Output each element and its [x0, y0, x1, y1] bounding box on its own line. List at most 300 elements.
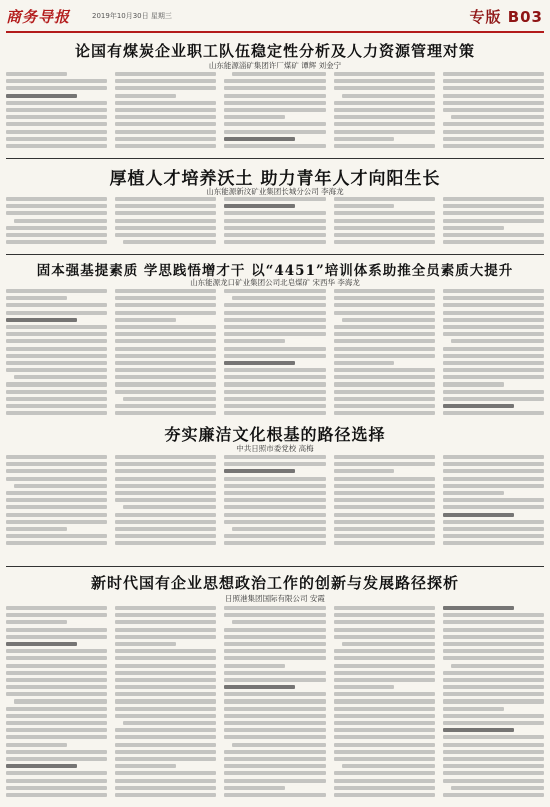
body-text-line	[334, 332, 435, 336]
body-text-line	[115, 289, 216, 293]
body-text-line	[224, 671, 325, 675]
body-text-line	[224, 411, 325, 415]
body-text-line	[443, 642, 544, 646]
article-3-author: 山东能源龙口矿业集团公司北皂煤矿 宋西华 李海龙	[190, 278, 360, 287]
body-text-line	[224, 361, 295, 365]
body-text-line	[14, 699, 107, 703]
body-text-line	[342, 94, 435, 98]
body-text-line	[443, 477, 544, 481]
body-text-line	[443, 649, 544, 653]
body-text-line	[224, 289, 325, 293]
body-text-line	[123, 397, 216, 401]
body-text-line	[115, 332, 216, 336]
body-text-line	[115, 226, 216, 230]
body-text-line	[443, 678, 544, 682]
body-text-line	[334, 728, 435, 732]
body-text-line	[115, 678, 216, 682]
body-text-line	[334, 86, 435, 90]
body-text-line	[6, 527, 67, 531]
body-text-line	[334, 226, 435, 230]
body-text-line	[224, 122, 325, 126]
body-text-line	[224, 94, 325, 98]
body-text-line	[232, 296, 325, 300]
body-text-line	[443, 382, 504, 386]
body-text-line	[115, 635, 216, 639]
body-text-line	[443, 411, 544, 415]
divider-3	[6, 566, 544, 567]
body-text-line	[443, 404, 514, 408]
body-text-line	[334, 541, 435, 545]
body-text-line	[224, 714, 325, 718]
body-text-line	[6, 671, 107, 675]
body-text-line	[224, 86, 325, 90]
body-text-line	[115, 339, 216, 343]
body-text-line	[232, 72, 325, 76]
body-text-line	[443, 735, 544, 739]
body-text-line	[443, 325, 544, 329]
body-text-line	[334, 656, 435, 660]
body-text-line	[443, 707, 504, 711]
body-text-column	[115, 606, 216, 802]
body-text-line	[224, 635, 325, 639]
body-text-line	[123, 505, 216, 509]
body-text-line	[6, 498, 107, 502]
body-text-line	[6, 642, 77, 646]
body-text-line	[6, 728, 107, 732]
body-text-line	[443, 635, 544, 639]
body-text-line	[6, 606, 107, 610]
body-text-line	[115, 94, 176, 98]
body-text-line	[115, 318, 176, 322]
body-text-line	[115, 728, 216, 732]
body-text-line	[443, 484, 544, 488]
body-text-line	[443, 771, 544, 775]
body-text-line	[334, 233, 435, 237]
body-text-line	[6, 115, 107, 119]
body-text-line	[6, 354, 107, 358]
body-text-line	[115, 382, 216, 386]
body-text-line	[334, 707, 435, 711]
body-text-line	[6, 779, 107, 783]
article-3-title: 固本强基提素质 学思践悟增才干 以“4451”培训体系助推全员素质大提升	[36, 263, 514, 279]
body-text-line	[115, 541, 216, 545]
body-text-line	[443, 332, 544, 336]
body-text-column	[334, 289, 435, 419]
body-text-line	[334, 382, 435, 386]
article-4-body	[6, 455, 544, 555]
body-text-line	[224, 707, 325, 711]
body-text-line	[6, 714, 107, 718]
body-text-line	[334, 620, 435, 624]
body-text-line	[443, 793, 544, 797]
body-text-line	[224, 721, 325, 725]
body-text-line	[443, 303, 544, 307]
body-text-line	[115, 714, 216, 718]
body-text-line	[224, 211, 325, 215]
body-text-line	[443, 397, 544, 401]
body-text-line	[443, 361, 544, 365]
body-text-line	[443, 354, 544, 358]
body-text-line	[334, 678, 435, 682]
body-text-line	[6, 318, 77, 322]
body-text-line	[224, 735, 325, 739]
body-text-line	[224, 541, 325, 545]
body-text-line	[342, 642, 435, 646]
body-text-line	[115, 527, 216, 531]
body-text-line	[334, 137, 395, 141]
body-text-line	[443, 743, 544, 747]
body-text-line	[443, 721, 544, 725]
body-text-line	[443, 728, 514, 732]
article-2-title: 厚植人才培养沃土 助力青年人才向阳生长	[109, 169, 441, 189]
body-text-line	[224, 491, 325, 495]
body-text-line	[334, 628, 435, 632]
body-text-line	[123, 721, 216, 725]
body-text-line	[224, 484, 325, 488]
body-text-line	[334, 303, 435, 307]
body-text-line	[443, 491, 504, 495]
body-text-line	[224, 685, 295, 689]
body-text-line	[334, 311, 435, 315]
body-text-column	[224, 606, 325, 802]
body-text-line	[443, 656, 544, 660]
body-text-line	[443, 455, 544, 459]
body-text-column	[6, 455, 107, 555]
body-text-line	[6, 664, 107, 668]
body-text-line	[224, 505, 325, 509]
body-text-line	[334, 771, 435, 775]
body-text-line	[115, 757, 216, 761]
body-text-line	[6, 750, 107, 754]
body-text-line	[6, 233, 107, 237]
body-text-line	[443, 72, 544, 76]
body-text-line	[6, 764, 77, 768]
article-1-body	[6, 72, 544, 154]
body-text-line	[342, 764, 435, 768]
body-text-column	[224, 72, 325, 154]
body-text-line	[115, 108, 216, 112]
body-text-line	[334, 79, 435, 83]
body-text-line	[115, 197, 216, 201]
body-text-line	[6, 491, 107, 495]
body-text-line	[224, 226, 325, 230]
body-text-line	[224, 375, 325, 379]
body-text-line	[115, 72, 216, 76]
body-text-line	[443, 108, 544, 112]
body-text-line	[115, 296, 216, 300]
body-text-line	[6, 620, 67, 624]
body-text-line	[115, 477, 216, 481]
body-text-line	[451, 115, 544, 119]
body-text-line	[443, 541, 544, 545]
body-text-line	[443, 469, 544, 473]
body-text-column	[334, 606, 435, 802]
body-text-line	[224, 649, 325, 653]
article-1-author: 山东能源淄矿集团许厂煤矿 谭辉 刘金宁	[208, 61, 342, 70]
body-text-line	[224, 347, 325, 351]
body-text-line	[224, 137, 295, 141]
body-text-line	[115, 606, 216, 610]
body-text-line	[6, 122, 107, 126]
body-text-line	[334, 671, 435, 675]
body-text-column	[334, 72, 435, 154]
body-text-line	[334, 130, 435, 134]
body-text-line	[224, 397, 325, 401]
body-text-line	[224, 219, 325, 223]
body-text-line	[224, 390, 325, 394]
body-text-line	[334, 664, 435, 668]
body-text-line	[6, 404, 107, 408]
body-text-column	[334, 197, 435, 251]
body-text-line	[334, 197, 435, 201]
body-text-line	[14, 375, 107, 379]
body-text-line	[6, 101, 107, 105]
body-text-line	[115, 735, 216, 739]
body-text-line	[224, 339, 285, 343]
body-text-line	[334, 750, 435, 754]
body-text-line	[334, 786, 435, 790]
body-text-line	[224, 318, 325, 322]
body-text-line	[6, 325, 107, 329]
body-text-line	[224, 664, 285, 668]
body-text-line	[334, 477, 435, 481]
body-text-line	[443, 86, 544, 90]
body-text-line	[224, 613, 325, 617]
body-text-line	[224, 368, 325, 372]
body-text-line	[6, 347, 107, 351]
body-text-line	[6, 382, 107, 386]
body-text-line	[334, 144, 435, 148]
body-text-line	[6, 692, 107, 696]
body-text-line	[115, 354, 216, 358]
body-text-line	[334, 108, 435, 112]
body-text-line	[115, 671, 216, 675]
body-text-column	[115, 455, 216, 555]
body-text-line	[6, 678, 107, 682]
body-text-line	[6, 79, 107, 83]
body-text-line	[6, 339, 107, 343]
body-text-line	[334, 685, 395, 689]
body-text-line	[115, 649, 216, 653]
body-text-line	[443, 204, 544, 208]
body-text-line	[115, 699, 216, 703]
body-text-line	[443, 757, 544, 761]
body-text-line	[115, 743, 216, 747]
body-text-line	[115, 204, 216, 208]
body-text-line	[443, 318, 544, 322]
body-text-line	[115, 620, 216, 624]
body-text-line	[6, 296, 67, 300]
body-text-line	[224, 678, 325, 682]
body-text-line	[443, 779, 544, 783]
body-text-line	[224, 513, 325, 517]
body-text-line	[451, 339, 544, 343]
body-text-line	[334, 375, 435, 379]
body-text-line	[115, 130, 216, 134]
body-text-line	[334, 714, 435, 718]
body-text-line	[334, 498, 435, 502]
body-text-line	[6, 411, 107, 415]
body-text-line	[115, 750, 216, 754]
body-text-line	[115, 325, 216, 329]
body-text-line	[6, 397, 107, 401]
body-text-line	[334, 101, 435, 105]
body-text-line	[115, 764, 176, 768]
body-text-line	[6, 311, 107, 315]
body-text-line	[334, 606, 435, 610]
body-text-line	[115, 786, 216, 790]
body-text-line	[6, 332, 107, 336]
body-text-line	[443, 137, 544, 141]
body-text-line	[334, 779, 435, 783]
body-text-line	[232, 620, 325, 624]
body-text-line	[443, 520, 544, 524]
body-text-line	[224, 534, 325, 538]
body-text-line	[224, 786, 285, 790]
body-text-line	[6, 707, 107, 711]
body-text-line	[334, 699, 435, 703]
body-text-line	[224, 699, 325, 703]
body-text-line	[224, 130, 325, 134]
body-text-line	[6, 137, 107, 141]
body-text-line	[6, 144, 107, 148]
body-text-line	[224, 197, 325, 201]
body-text-line	[334, 793, 435, 797]
body-text-line	[6, 197, 107, 201]
body-text-line	[443, 390, 544, 394]
body-text-line	[115, 390, 216, 394]
body-text-line	[115, 375, 216, 379]
body-text-line	[443, 197, 544, 201]
body-text-line	[6, 793, 107, 797]
body-text-line	[115, 462, 216, 466]
body-text-column	[334, 455, 435, 555]
body-text-line	[224, 764, 325, 768]
body-text-line	[443, 130, 544, 134]
body-text-line	[443, 79, 544, 83]
body-text-line	[6, 757, 107, 761]
body-text-line	[224, 332, 325, 336]
body-text-line	[443, 240, 544, 244]
body-text-line	[224, 692, 325, 696]
body-text-line	[224, 628, 325, 632]
body-text-line	[115, 685, 216, 689]
body-text-line	[334, 721, 435, 725]
body-text-column	[224, 455, 325, 555]
issue-date: 2019年10月30日 星期三	[92, 12, 172, 20]
body-text-line	[443, 714, 544, 718]
body-text-line	[115, 469, 216, 473]
body-text-line	[224, 240, 325, 244]
article-4-title: 夯实廉洁文化根基的路径选择	[164, 425, 386, 444]
body-text-line	[443, 692, 544, 696]
body-text-line	[115, 656, 216, 660]
body-text-line	[443, 368, 544, 372]
body-text-column	[443, 606, 544, 802]
body-text-line	[6, 721, 107, 725]
body-text-line	[115, 513, 216, 517]
body-text-line	[334, 505, 435, 509]
body-text-line	[6, 108, 107, 112]
body-text-line	[334, 219, 435, 223]
body-text-line	[115, 311, 216, 315]
body-text-line	[334, 289, 435, 293]
body-text-line	[115, 613, 216, 617]
body-text-line	[443, 764, 544, 768]
body-text-line	[115, 122, 216, 126]
body-text-line	[6, 513, 107, 517]
body-text-line	[115, 361, 216, 365]
body-text-line	[115, 86, 216, 90]
body-text-line	[224, 477, 325, 481]
body-text-line	[334, 115, 435, 119]
body-text-line	[224, 469, 295, 473]
body-text-line	[334, 613, 435, 617]
body-text-line	[115, 404, 216, 408]
article-3-body	[6, 289, 544, 419]
body-text-line	[6, 771, 107, 775]
body-text-line	[334, 735, 435, 739]
body-text-line	[6, 477, 107, 481]
body-text-line	[115, 692, 216, 696]
body-text-line	[115, 101, 216, 105]
body-text-line	[334, 325, 435, 329]
body-text-line	[334, 635, 435, 639]
body-text-line	[6, 628, 107, 632]
body-text-line	[334, 513, 435, 517]
body-text-line	[115, 455, 216, 459]
body-text-line	[334, 520, 435, 524]
body-text-line	[443, 498, 544, 502]
body-text-line	[224, 404, 325, 408]
body-text-line	[6, 455, 107, 459]
newspaper-logo: 商务导报	[6, 8, 71, 26]
divider-1	[6, 158, 544, 159]
body-text-line	[6, 226, 107, 230]
body-text-line	[115, 707, 216, 711]
body-text-line	[224, 520, 325, 524]
body-text-line	[224, 303, 325, 307]
body-text-line	[443, 211, 544, 215]
body-text-line	[224, 771, 325, 775]
body-text-line	[443, 699, 544, 703]
body-text-column	[224, 197, 325, 251]
body-text-column	[224, 289, 325, 419]
body-text-line	[443, 101, 544, 105]
body-text-line	[334, 484, 435, 488]
body-text-line	[115, 211, 216, 215]
body-text-line	[443, 94, 544, 98]
body-text-line	[224, 108, 325, 112]
body-text-line	[334, 390, 435, 394]
body-text-line	[443, 606, 514, 610]
body-text-line	[6, 86, 107, 90]
body-text-line	[6, 289, 107, 293]
body-text-line	[443, 233, 544, 237]
body-text-line	[334, 122, 435, 126]
body-text-line	[334, 649, 435, 653]
page-header	[0, 0, 550, 34]
body-text-line	[443, 226, 504, 230]
body-text-column	[443, 289, 544, 419]
body-text-line	[115, 115, 216, 119]
article-5-body	[6, 606, 544, 802]
body-text-column	[443, 197, 544, 251]
body-text-line	[334, 534, 435, 538]
body-text-line	[334, 354, 435, 358]
body-text-column	[6, 606, 107, 802]
body-text-line	[224, 115, 285, 119]
